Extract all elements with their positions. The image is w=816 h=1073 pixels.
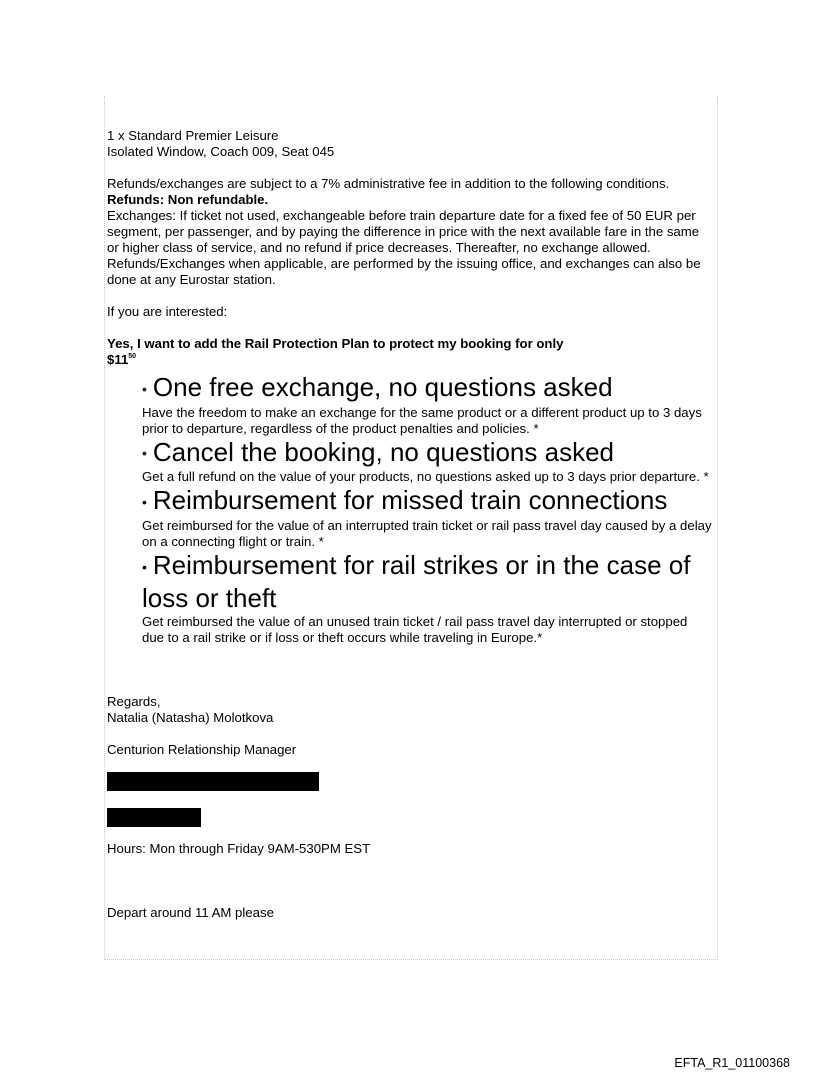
ticket-line-2: Isolated Window, Coach 009, Seat 045 <box>107 144 335 159</box>
policy-intro: Refunds/exchanges are subject to a 7% administrative fee in addition to the following conditions. <box>107 176 670 191</box>
bullet-icon: • <box>142 445 147 462</box>
benefit-item <box>142 372 713 437</box>
offer-price-main: $11 <box>107 352 129 367</box>
signature-hours: Hours: Mon through Friday 9AM-530PM EST <box>107 840 371 856</box>
redaction-bar <box>107 808 201 827</box>
benefits-list <box>107 372 713 646</box>
benefit-title: Reimbursement for rail strikes or in the case of loss or theft <box>142 549 691 613</box>
email-body <box>107 128 713 921</box>
note-line: Depart around 11 AM please <box>107 904 274 920</box>
ticket-line-1: 1 x Standard Premier Leisure <box>107 128 279 143</box>
policy-office: Refunds/Exchanges when applicable, are performed by the issuing office, and exchanges can also be done at any Eurostar station. <box>107 256 701 287</box>
signature-regards: Regards, <box>107 693 161 709</box>
bullet-icon: • <box>142 493 147 510</box>
benefit-title: Reimbursement for missed train connections <box>152 485 668 516</box>
policy-exchanges: Exchanges: If ticket not used, exchangeable before train departure date for a fixed fee of 50 EUR per segment, per passenger, and by paying the difference in price with the next available fare in the same or higher class of service, and no refund if price decreases. Thereafter, no exchange allowed. <box>107 208 700 255</box>
benefit-item <box>142 550 713 646</box>
redaction-bar <box>107 772 319 791</box>
policy-refunds: Refunds: Non refundable. <box>107 192 269 207</box>
benefit-title: Cancel the booking, no questions asked <box>152 436 614 467</box>
benefit-item <box>142 485 713 550</box>
benefit-title: One free exchange, no questions asked <box>152 372 613 402</box>
offer-text: Yes, I want to add the Rail Protection Plan to protect my booking for only <box>107 336 564 351</box>
document-id: EFTA_R1_01100368 <box>674 1056 790 1070</box>
signature-name: Natalia (Natasha) Molotkova <box>107 709 274 725</box>
benefit-desc: Have the freedom to make an exchange for the same product or a different product up to 3 days prior to departure, regardless of the product penalties and policies. * <box>142 404 702 436</box>
signature-title: Centurion Relationship Manager <box>107 741 297 757</box>
benefit-desc: Get a full refund on the value of your products, no questions asked up to 3 days prior departure. * <box>142 469 709 485</box>
benefit-desc: Get reimbursed for the value of an interrupted train ticket or rail pass travel day caused by a delay on a connecting flight or train. * <box>142 517 712 549</box>
benefit-item <box>142 437 713 486</box>
benefit-desc: Get reimbursed the value of an unused train ticket / rail pass travel day interrupted or stopped due to a rail strike or if loss or theft occurs while traveling in Europe.* <box>142 613 688 645</box>
offer-price <box>107 352 713 368</box>
interest-line: If you are interested: <box>107 304 228 319</box>
bullet-icon: • <box>142 558 147 575</box>
bullet-icon: • <box>142 380 147 397</box>
offer-price-cents: 50 <box>128 353 137 360</box>
